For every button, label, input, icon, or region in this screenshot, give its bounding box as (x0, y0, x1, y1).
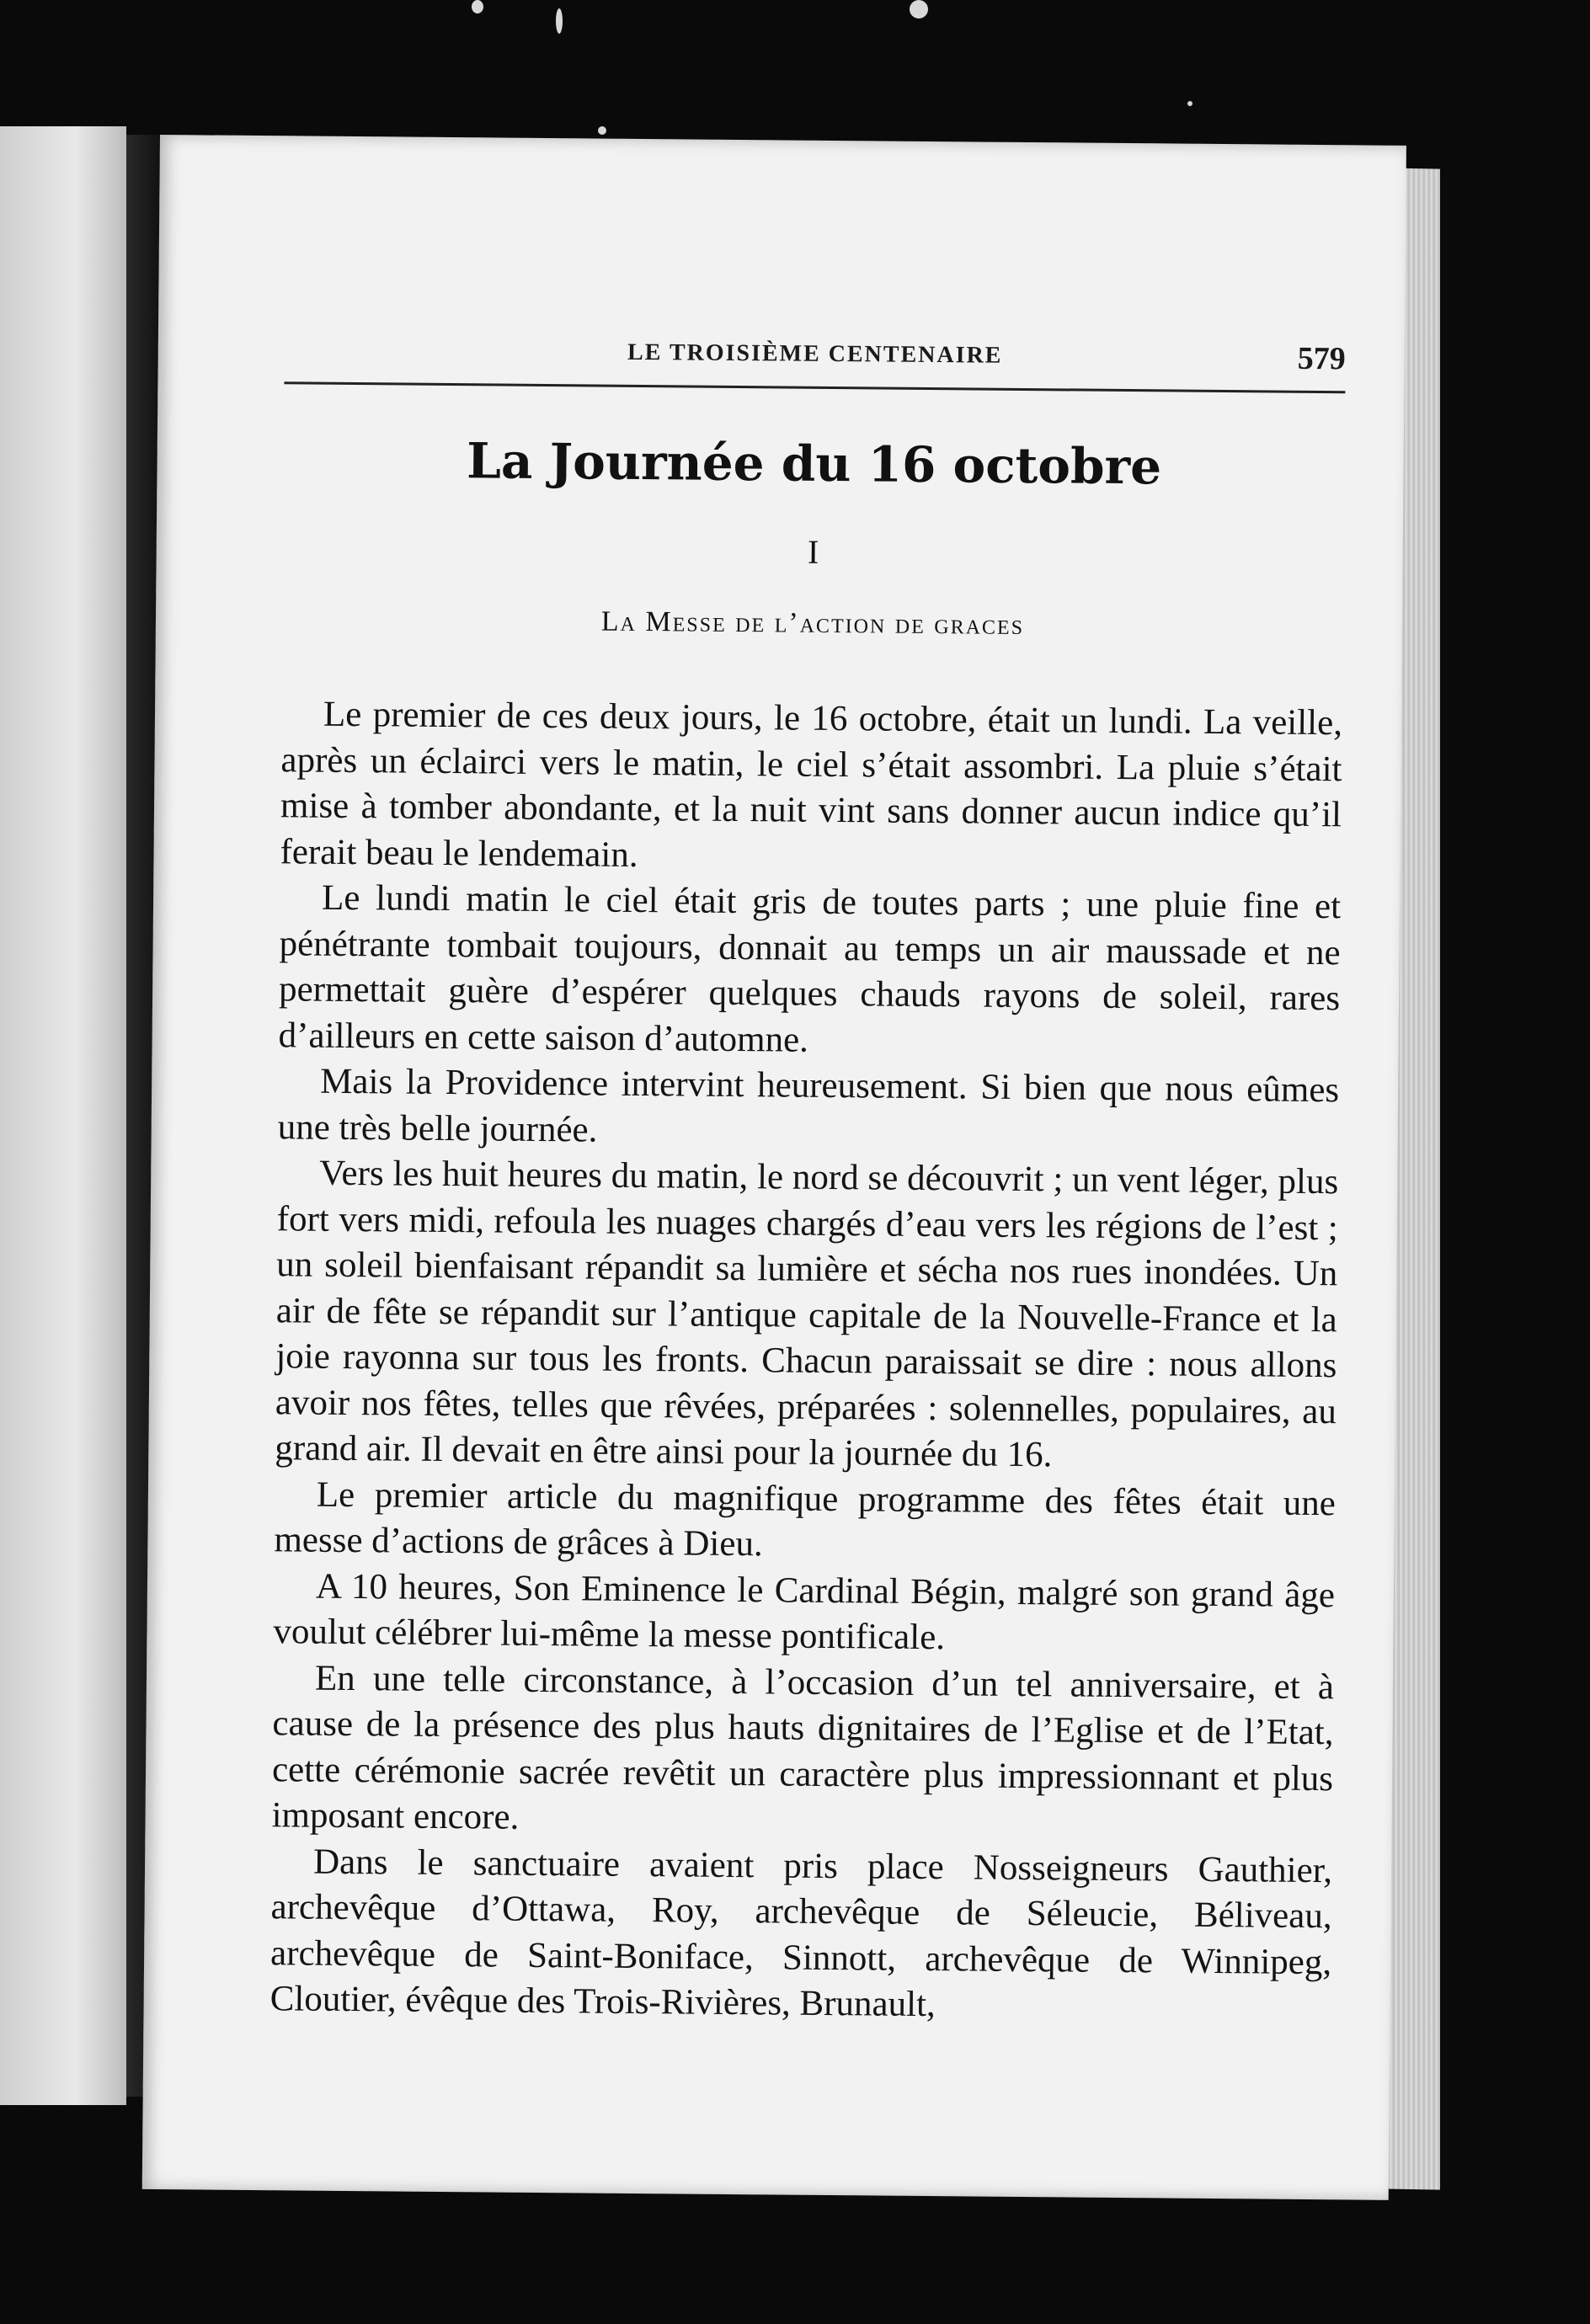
book-page (142, 135, 1406, 2200)
paragraph: Le lundi matin le ciel était gris de toutes parts ; une pluie fine et pénétrante tombait toujours, donnait au temps un air maussade et ne permettait guère d’espérer quelques chauds rayons de soleil, rares d’ailleurs en cette saison d’automne. (278, 877, 1342, 1060)
running-head (284, 336, 1345, 386)
running-title: LE TROISIÈME CENTENAIRE (627, 338, 1003, 369)
paragraph: Vers les huit heures du matin, le nord se découvrit ; un vent léger, plus fort vers midi, refoula les nuages chargés d’eau vers les régions de l’est ; un soleil bienfaisant répandit sa lumière et sécha nos rues inondées. Un air de fête se répandit sur l’antique capitale de la Nouvelle-France et la joie rayonna sur tous les fronts. Chacun paraissait se dire : nous allons avoir nos fêtes, telles que rêvées, préparées : solennelles, populaires, au grand air. Il devait en être ainsi pour la journée du 16. (275, 1153, 1339, 1475)
paragraph: Dans le sanctuaire avaient pris place Nosseigneurs Gauthier, archevêque d’Ottawa, Roy, archevêque de Séleucie, Béliveau, archevêque de Saint-Boniface, Sinnott, archevêque de Winnipeg, Cloutier, évêque des Trois-Rivières, Brunault, (269, 1842, 1333, 2025)
section-number: I (807, 532, 819, 571)
paragraph: Le premier article du magnifique programme des fêtes était une messe d’actions de grâces à Dieu. (274, 1474, 1337, 1564)
paragraph: Mais la Providence intervint heureusement. Si bien que nous eûmes une très belle journée. (277, 1061, 1340, 1150)
paragraph: En une telle circonstance, à l’occasion d’un tel anniversaire, et à cause de la présence des plus hauts dignitaires de l’Eglise et de l’Etat, cette cérémonie sacrée revêtit un caractère plus impressionnant et plus imposant encore. (271, 1658, 1335, 1837)
scan-speck (472, 0, 483, 13)
page-number: 579 (1297, 340, 1346, 377)
scan-speck (556, 8, 563, 34)
chapter-title: La Journée du 16 octobre (466, 432, 1162, 496)
left-page-edge (0, 126, 126, 2105)
body-text (269, 691, 1342, 2031)
scan-speck (910, 0, 928, 19)
paragraph: A 10 heures, Son Eminence le Cardinal Bégin, malgré son grand âge voulut célébrer lui-même la messe pontificale. (273, 1566, 1336, 1658)
scan-speck (1187, 101, 1192, 106)
paragraph: Le premier de ces deux jours, le 16 octobre, était un lundi. La veille, après un éclairci vers le matin, le ciel s’était assombri. La pluie s’était mise à tomber abondante, et la nuit vint sans donner aucun indice qu’il ferait beau le lendemain. (280, 694, 1343, 875)
section-title: La Messe de l’action de graces (600, 605, 1025, 641)
scan-speck (598, 126, 606, 135)
